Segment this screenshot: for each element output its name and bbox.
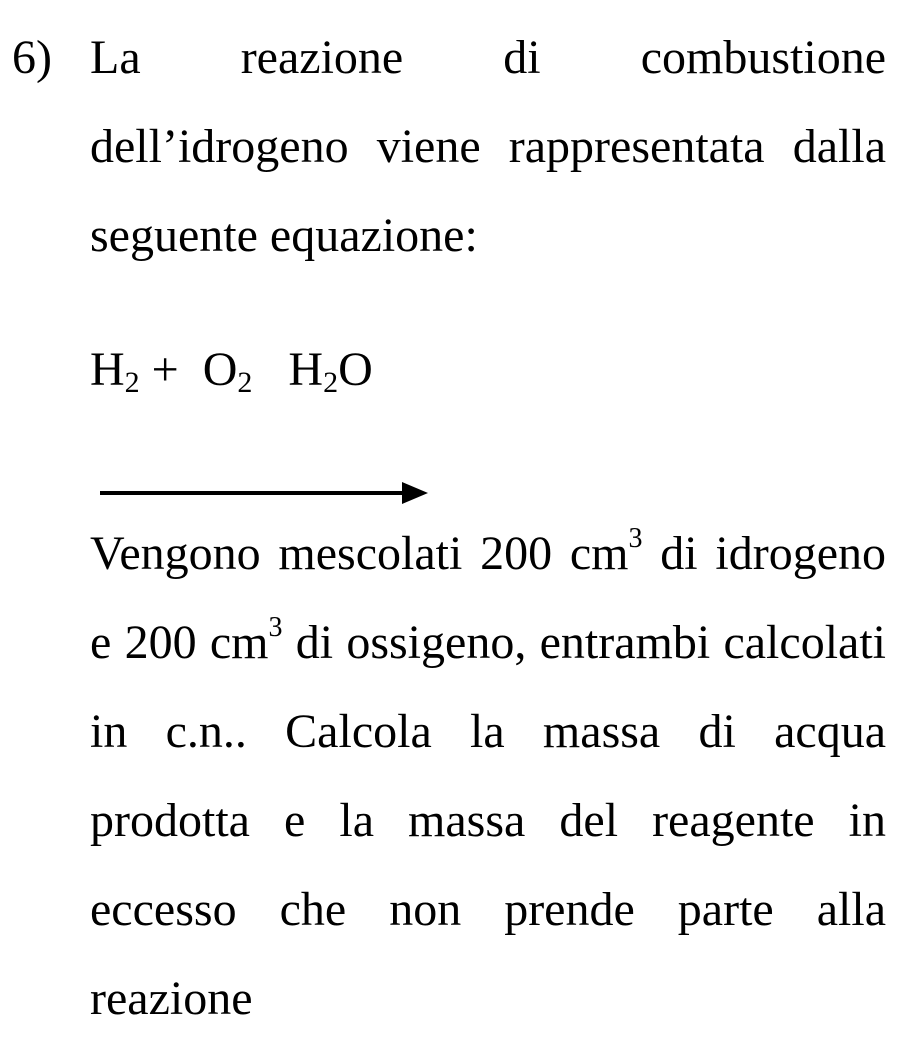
- equation-gap: [252, 343, 288, 396]
- body-text-part: di ossigeno, entrambi calcolati in c.n.. Calcola la massa di acqua prodotta e la massa del reagente in eccesso che non prende parte alla reazione: [90, 616, 886, 1025]
- problem-number: 6): [12, 31, 52, 84]
- equation-product-h: H: [288, 343, 324, 396]
- equation-subscript: 2: [237, 366, 253, 399]
- reaction-arrow-icon: [98, 480, 430, 506]
- superscript-cube: 3: [268, 612, 283, 643]
- equation-subscript: 2: [124, 366, 140, 399]
- equation-product-o: O: [338, 343, 373, 396]
- equation-term-oxygen: O: [202, 343, 238, 396]
- chemical-equation: [90, 342, 373, 398]
- superscript-cube: 3: [628, 523, 643, 554]
- equation-subscript: 2: [323, 366, 339, 399]
- problem-body: [90, 509, 886, 1043]
- equation-term-hydrogen: H: [90, 343, 125, 396]
- equation-plus: +: [139, 343, 203, 396]
- body-text-part: di idrogeno e 200 cm: [90, 527, 886, 669]
- problem-intro: La reazione di combustione dell’idrogeno viene rappresentata dalla seguente equazione:: [90, 31, 886, 262]
- body-text-part: Vengono mescolati 200 cm: [90, 527, 629, 580]
